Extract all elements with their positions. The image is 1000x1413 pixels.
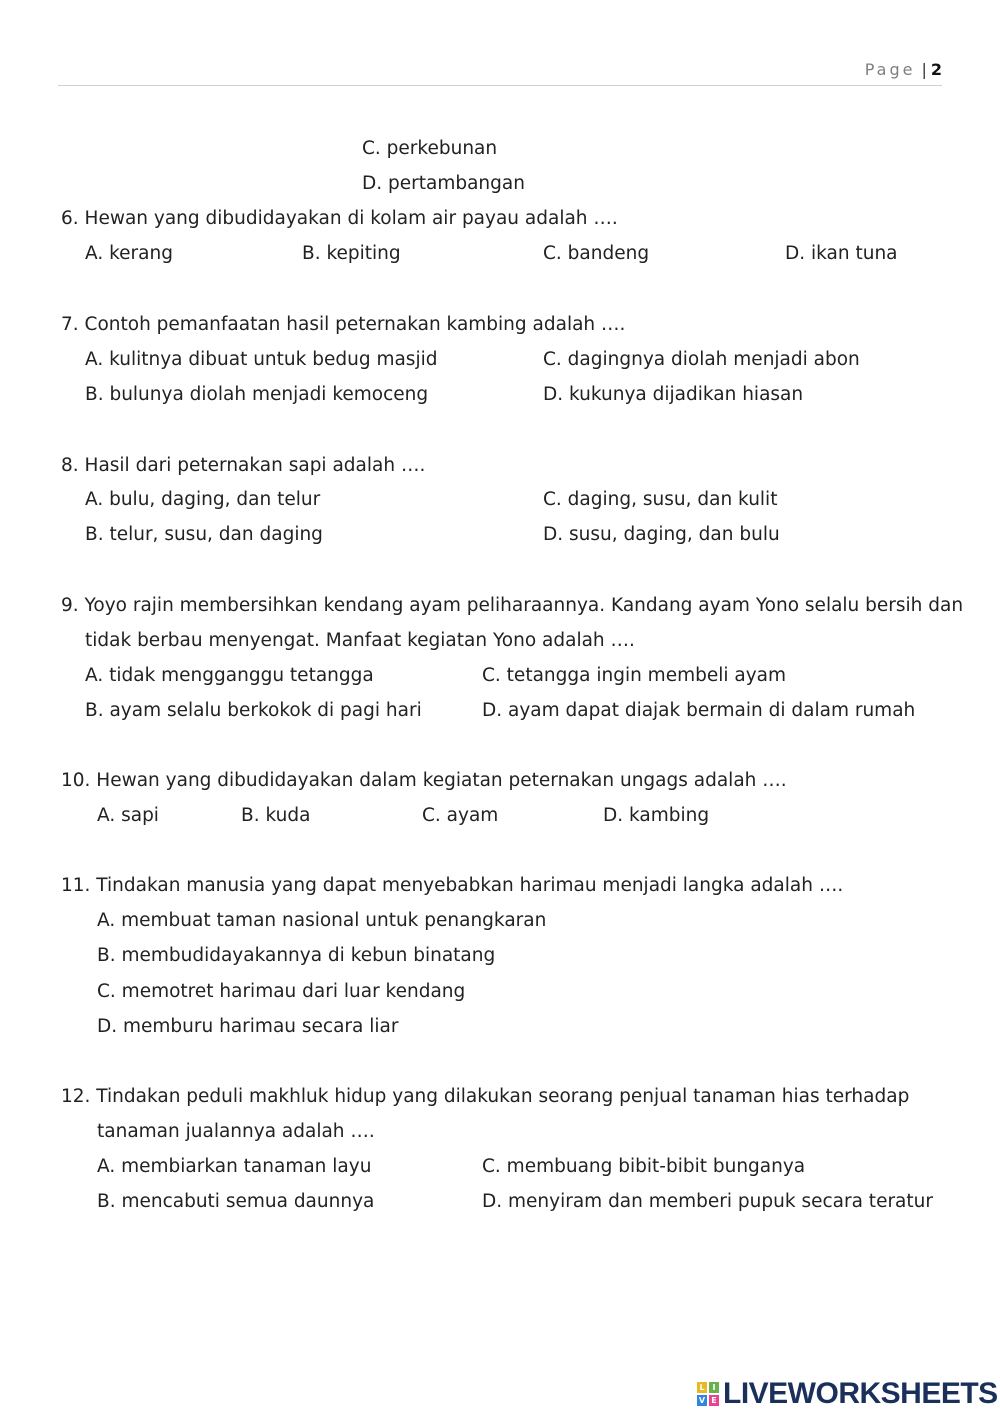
q12-option-d[interactable]: D. menyiram dan memberi pupuk secara teratur <box>482 1191 933 1212</box>
q6-option-c[interactable]: C. bandeng <box>543 243 650 264</box>
q8-option-d[interactable]: D. susu, daging, dan bulu <box>543 524 780 545</box>
q9-stem-line2: tidak berbau menyengat. Manfaat kegiatan Yono adalah …. <box>85 630 635 651</box>
logo-letter-i: I <box>709 1382 719 1393</box>
liveworksheets-logo-icon <box>697 1382 719 1406</box>
q5-option-c: C. perkebunan <box>362 138 498 159</box>
q12-option-c[interactable]: C. membuang bibit-bibit bunganya <box>482 1156 806 1177</box>
page-label: Page <box>864 60 916 79</box>
page-number: 2 <box>930 60 942 79</box>
q9-stem-line1: 9. Yoyo rajin membersihkan kendang ayam peliharaannya. Kandang ayam Yono selalu bersih dan <box>61 595 964 616</box>
q9-option-c[interactable]: C. tetangga ingin membeli ayam <box>482 665 787 686</box>
liveworksheets-logo[interactable] <box>697 1378 998 1410</box>
q10-option-b[interactable]: B. kuda <box>241 805 311 826</box>
q12-stem-line2: tanaman jualannya adalah …. <box>97 1121 375 1142</box>
q10-option-c[interactable]: C. ayam <box>422 805 499 826</box>
q12-stem-line1: 12. Tindakan peduli makhluk hidup yang dilakukan seorang penjual tanaman hias terhadap <box>61 1086 910 1107</box>
q10-stem: 10. Hewan yang dibudidayakan dalam kegiatan peternakan ungags adalah …. <box>61 770 787 791</box>
header-divider <box>58 85 942 86</box>
logo-letter-v: V <box>698 1396 706 1405</box>
q11-stem: 11. Tindakan manusia yang dapat menyebabkan harimau menjadi langka adalah …. <box>61 875 844 896</box>
q11-option-b[interactable]: B. membudidayakannya di kebun binatang <box>97 945 496 966</box>
q7-option-c[interactable]: C. dagingnya diolah menjadi abon <box>543 349 860 370</box>
q11-option-d[interactable]: D. memburu harimau secara liar <box>97 1016 399 1037</box>
q8-option-c[interactable]: C. daging, susu, dan kulit <box>543 489 778 510</box>
logo-wordmark: LIVEWORKSHEETS <box>723 1377 998 1410</box>
logo-letter-e: E <box>709 1395 719 1406</box>
logo-letter-l: L <box>697 1382 707 1393</box>
q6-stem: 6. Hewan yang dibudidayakan di kolam air payau adalah …. <box>61 208 618 229</box>
q10-option-a[interactable]: A. sapi <box>97 805 159 826</box>
q9-option-b[interactable]: B. ayam selalu berkokok di pagi hari <box>85 700 422 721</box>
q8-option-a[interactable]: A. bulu, daging, dan telur <box>85 489 321 510</box>
q11-option-c[interactable]: C. memotret harimau dari luar kendang <box>97 981 466 1002</box>
q8-option-b[interactable]: B. telur, susu, dan daging <box>85 524 323 545</box>
page-header <box>865 60 942 79</box>
q7-option-d[interactable]: D. kukunya dijadikan hiasan <box>543 384 804 405</box>
q6-option-d[interactable]: D. ikan tuna <box>785 243 898 264</box>
q5-option-d: D. pertambangan <box>362 173 525 194</box>
q11-option-a[interactable]: A. membuat taman nasional untuk penangkaran <box>97 910 547 931</box>
header-separator: | <box>921 60 927 79</box>
q7-option-a[interactable]: A. kulitnya dibuat untuk bedug masjid <box>85 349 438 370</box>
q8-stem: 8. Hasil dari peternakan sapi adalah …. <box>61 455 426 476</box>
q12-option-b[interactable]: B. mencabuti semua daunnya <box>97 1191 375 1212</box>
q6-option-b[interactable]: B. kepiting <box>302 243 401 264</box>
q9-option-a[interactable]: A. tidak mengganggu tetangga <box>85 665 374 686</box>
q12-option-a[interactable]: A. membiarkan tanaman layu <box>97 1156 372 1177</box>
q7-option-b[interactable]: B. bulunya diolah menjadi kemoceng <box>85 384 429 405</box>
q9-option-d[interactable]: D. ayam dapat diajak bermain di dalam rumah <box>482 700 916 721</box>
q10-option-d[interactable]: D. kambing <box>603 805 710 826</box>
q6-option-a[interactable]: A. kerang <box>85 243 173 264</box>
q7-stem: 7. Contoh pemanfaatan hasil peternakan kambing adalah …. <box>61 314 626 335</box>
